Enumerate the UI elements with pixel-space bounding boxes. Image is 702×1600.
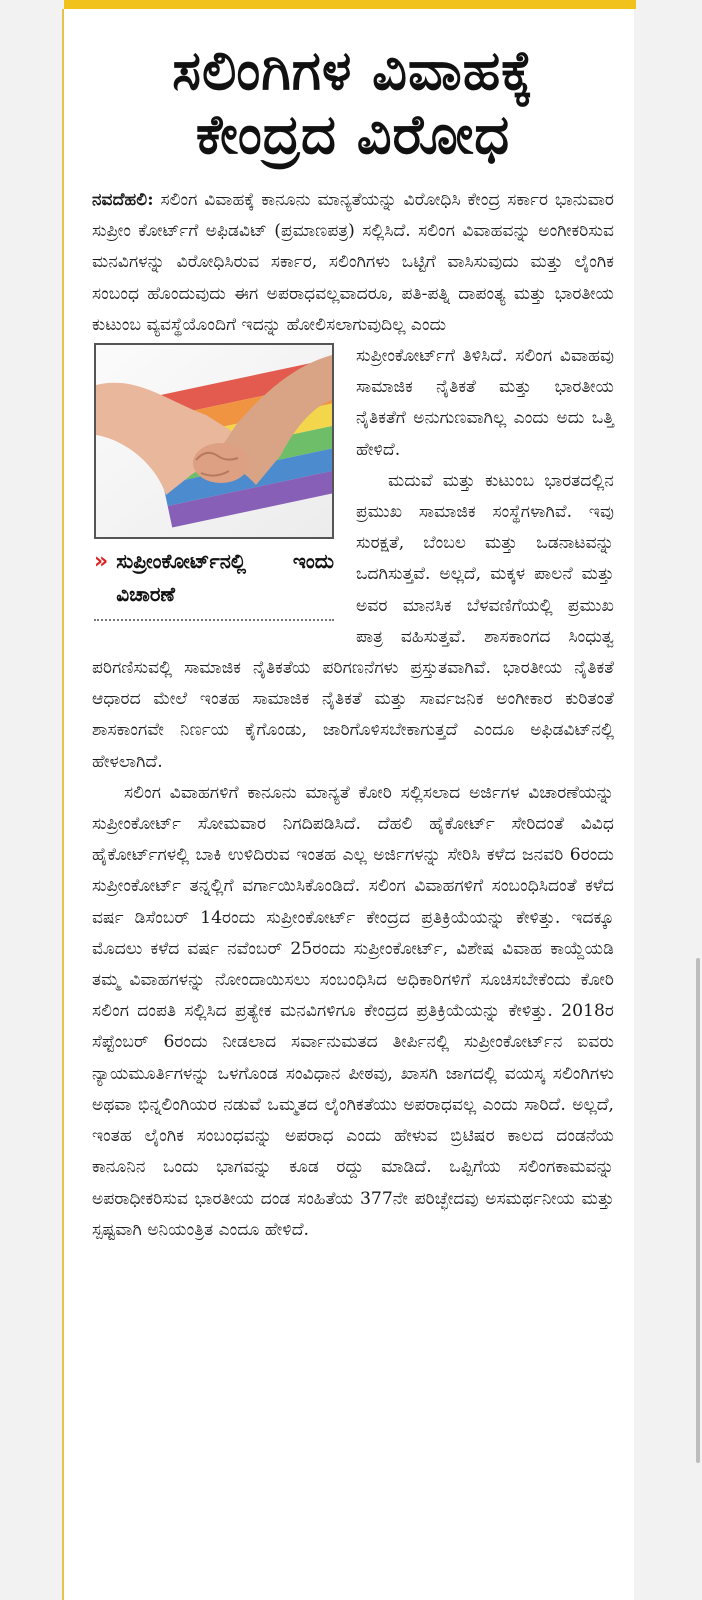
lead-paragraph xyxy=(92,185,614,341)
lead-paragraph-continued: ಸುಪ್ರೀಂಕೋರ್ಟ್‌ಗೆ ತಿಳಿಸಿದೆ. ಸಲಿಂಗ ವಿವಾಹವು ಸಾಮಾಜಿಕ ನೈತಿಕತೆ ಮತ್ತು ಭಾರತೀಯ ನೈತಿಕತೆಗೆ ಅನುಗುಣವಾಗಿಲ್ಲ ಎಂದು ಅದು ಒತ್ತಿ ಹೇಳಿದೆ. xyxy=(356,346,614,460)
holding-hands-rainbow-photo xyxy=(94,343,334,539)
top-accent-bar xyxy=(64,0,636,9)
scrollbar-thumb[interactable] xyxy=(696,958,700,1463)
headline xyxy=(92,39,614,167)
lead-text: ಸಲಿಂಗ ವಿವಾಹಕ್ಕೆ ಕಾನೂನು ಮಾನ್ಯತೆಯನ್ನು ವಿರೋಧಿಸಿ ಕೇಂದ್ರ ಸರ್ಕಾರ ಭಾನುವಾರ ಸುಪ್ರೀಂ ಕೋರ್ಟ್‌ಗೆ ಅಫಿಡವಿಟ್ (ಪ್ರಮಾಣಪತ್ರ) ಸಲ್ಲಿಸಿದೆ. ಸಲಿಂಗ ವಿವಾಹವನ್ನು ಅಂಗೀಕರಿಸುವ ಮನವಿಗಳನ್ನು ವಿರೋಧಿಸಿರುವ ಸರ್ಕಾರ, ಸಲಿಂಗಿಗಳು ಒಟ್ಟಿಗೆ ವಾಸಿಸುವುದು ಮತ್ತು ಲೈಂಗಿಕ ಸಂಬಂಧ ಹೊಂದುವುದು ಈಗ ಅಪರಾಧವಲ್ಲವಾದರೂ, ಪತಿ-ಪತ್ನಿ ದಾಪಂತ್ಯ ಮತ್ತು ಭಾರತೀಯ ಕುಟುಂಬ ವ್ಯವಸ್ಥೆಯೊಂದಿಗೆ ಇದನ್ನು ಹೋಲಿಸಲಾಗುವುದಿಲ್ಲ ಎಂದು xyxy=(92,190,614,335)
newspaper-clipping xyxy=(64,9,634,1600)
photo-caption xyxy=(94,545,334,621)
dateline: ನವದೆಹಲಿ: xyxy=(92,190,154,210)
photo-caption-text: ಸುಪ್ರೀಂಕೋರ್ಟ್‌ನಲ್ಲಿ ಇಂದು ವಿಚಾರಣೆ xyxy=(116,549,334,607)
double-chevron-right-icon: » xyxy=(94,549,109,575)
headline-line-2: ಕೇಂದ್ರದ ವಿರೋಧ xyxy=(195,103,511,166)
photo-block xyxy=(94,343,334,621)
paragraph-3: ಸಲಿಂಗ ವಿವಾಹಗಳಿಗೆ ಕಾನೂನು ಮಾನ್ಯತೆ ಕೋರಿ ಸಲ್ಲಿಸಲಾದ ಅರ್ಜಿಗಳ ವಿಚಾರಣೆಯನ್ನು ಸುಪ್ರೀಂಕೋರ್ಟ್ ಸೋಮವಾರ ನಿಗದಿಪಡಿಸಿದೆ. ದೆಹಲಿ ಹೈಕೋರ್ಟ್ ಸೇರಿದಂತೆ ವಿವಿಧ ಹೈಕೋರ್ಟ್‌ಗಳಲ್ಲಿ ಬಾಕಿ ಉಳಿದಿರುವ ಇಂತಹ ಎಲ್ಲ ಅರ್ಜಿಗಳನ್ನು ಸೇರಿಸಿ ಕಳೆದ ಜನವರಿ 6ರಂದು ಸುಪ್ರೀಂಕೋರ್ಟ್ ತನ್ನಲ್ಲಿಗೆ ವರ್ಗಾಯಿಸಿಕೊಂಡಿದೆ. ಸಲಿಂಗ ವಿವಾಹಗಳಿಗೆ ಸಂಬಂಧಿಸಿದಂತೆ ಕಳೆದ ವರ್ಷ ಡಿಸೆಂಬರ್ 14ರಂದು ಸುಪ್ರೀಂಕೋರ್ಟ್ ಕೇಂದ್ರದ ಪ್ರತಿಕ್ರಿಯೆಯನ್ನು ಕೇಳಿತ್ತು. ಇದಕ್ಕೂ ಮೊದಲು ಕಳೆದ ವರ್ಷ ನವೆಂಬರ್ 25ರಂದು ಸುಪ್ರೀಂಕೋರ್ಟ್, ವಿಶೇಷ ವಿವಾಹ ಕಾಯ್ದೆಯಡಿ ತಮ್ಮ ವಿವಾಹಗಳನ್ನು ನೋಂದಾಯಿಸಲು ಸಂಬಂಧಿಸಿದ ಅಧಿಕಾರಿಗಳಿಗೆ ಸೂಚಿಸಬೇಕೆಂದು ಕೋರಿ ಸಲಿಂಗ ದಂಪತಿ ಸಲ್ಲಿಸಿದ ಪ್ರತ್ಯೇಕ ಮನವಿಗಳಿಗೂ ಕೇಂದ್ರದ ಪ್ರತಿಕ್ರಿಯೆಯನ್ನು ಕೇಳಿತ್ತು. 2018ರ ಸೆಪ್ಟೆಂಬರ್ 6ರಂದು ನೀಡಲಾದ ಸರ್ವಾನುಮತದ ತೀರ್ಪಿನಲ್ಲಿ ಸುಪ್ರೀಂಕೋರ್ಟ್‌ನ ಐವರು ನ್ಯಾಯಮೂರ್ತಿಗಳನ್ನು ಒಳಗೊಂಡ ಸಂವಿಧಾನ ಪೀಠವು, ಖಾಸಗಿ ಜಾಗದಲ್ಲಿ ವಯಸ್ಕ ಸಲಿಂಗಿಗಳು ಅಥವಾ ಭಿನ್ನಲಿಂಗಿಯರ ನಡುವೆ ಒಮ್ಮತದ ಲೈಂಗಿಕತೆಯು ಅಪರಾಧವಲ್ಲ ಎಂದು ಸಾರಿದೆ. ಅಲ್ಲದೆ, ಇಂತಹ ಲೈಂಗಿಕ ಸಂಬಂಧವನ್ನು ಅಪರಾಧ ಎಂದು ಹೇಳುವ ಬ್ರಿಟಿಷರ ಕಾಲದ ದಂಡನೆಯ ಕಾನೂನಿನ ಒಂದು ಭಾಗವನ್ನು ಕೂಡ ರದ್ದು ಮಾಡಿದೆ. ಒಪ್ಪಿಗೆಯ ಸಲಿಂಗಕಾಮವನ್ನು ಅಪರಾಧೀಕರಿಸುವ ಭಾರತೀಯ ದಂಡ ಸಂಹಿತೆಯ 377ನೇ ಪರಿಚ್ಛೇದವು ಅಸಮರ್ಥನೀಯ ಮತ್ತು ಸ್ಪಷ್ಟವಾಗಿ ಅನಿಯಂತ್ರಿತ ಎಂದೂ ಹೇಳಿದೆ. xyxy=(92,782,614,1240)
article-body xyxy=(92,185,614,1246)
rainbow-flag-image xyxy=(96,345,332,537)
paragraph-2: ಮದುವೆ ಮತ್ತು ಕುಟುಂಬ ಭಾರತದಲ್ಲಿನ ಪ್ರಮುಖ ಸಾಮಾಜಿಕ ಸಂಸ್ಥೆಗಳಾಗಿವೆ. ಇವು ಸುರಕ್ಷತೆ, ಬೆಂಬಲ ಮತ್ತು ಒಡನಾಟವನ್ನು ಒದಗಿಸುತ್ತವೆ. ಅಲ್ಲದೆ, ಮಕ್ಕಳ ಪಾಲನೆ ಮತ್ತು ಅವರ ಮಾನಸಿಕ ಬೆಳವಣಿಗೆಯಲ್ಲಿ ಪ್ರಮುಖ ಪಾತ್ರ ವಹಿಸುತ್ತವೆ. ಶಾಸಕಾಂಗದ ಸಿಂಧುತ್ವ ಪರಿಗಣಿಸುವಲ್ಲಿ ಸಾಮಾಜಿಕ ನೈತಿಕತೆಯ ಪರಿಗಣನೆಗಳು ಪ್ರಸ್ತುತವಾಗಿವೆ. ಭಾರತೀಯ ನೈತಿಕತೆ ಆಧಾರದ ಮೇಲೆ ಇಂತಹ ಸಾಮಾಜಿಕ ನೈತಿಕತೆ ಮತ್ತು ಸಾರ್ವಜನಿಕ ಅಂಗೀಕಾರ ಕುರಿತಂತೆ ಶಾಸಕಾಂಗವೇ ನಿರ್ಣಯ ಕೈಗೊಂಡು, ಜಾರಿಗೊಳಿಸಬೇಕಾಗುತ್ತದೆ ಎಂದೂ ಅಫಿಡವಿಟ್‌ನಲ್ಲಿ ಹೇಳಲಾಗಿದೆ. xyxy=(92,470,614,772)
headline-line-1: ಸಲಿಂಗಿಗಳ ವಿವಾಹಕ್ಕೆ xyxy=(172,39,534,102)
scrollbar-track[interactable] xyxy=(694,0,702,1600)
